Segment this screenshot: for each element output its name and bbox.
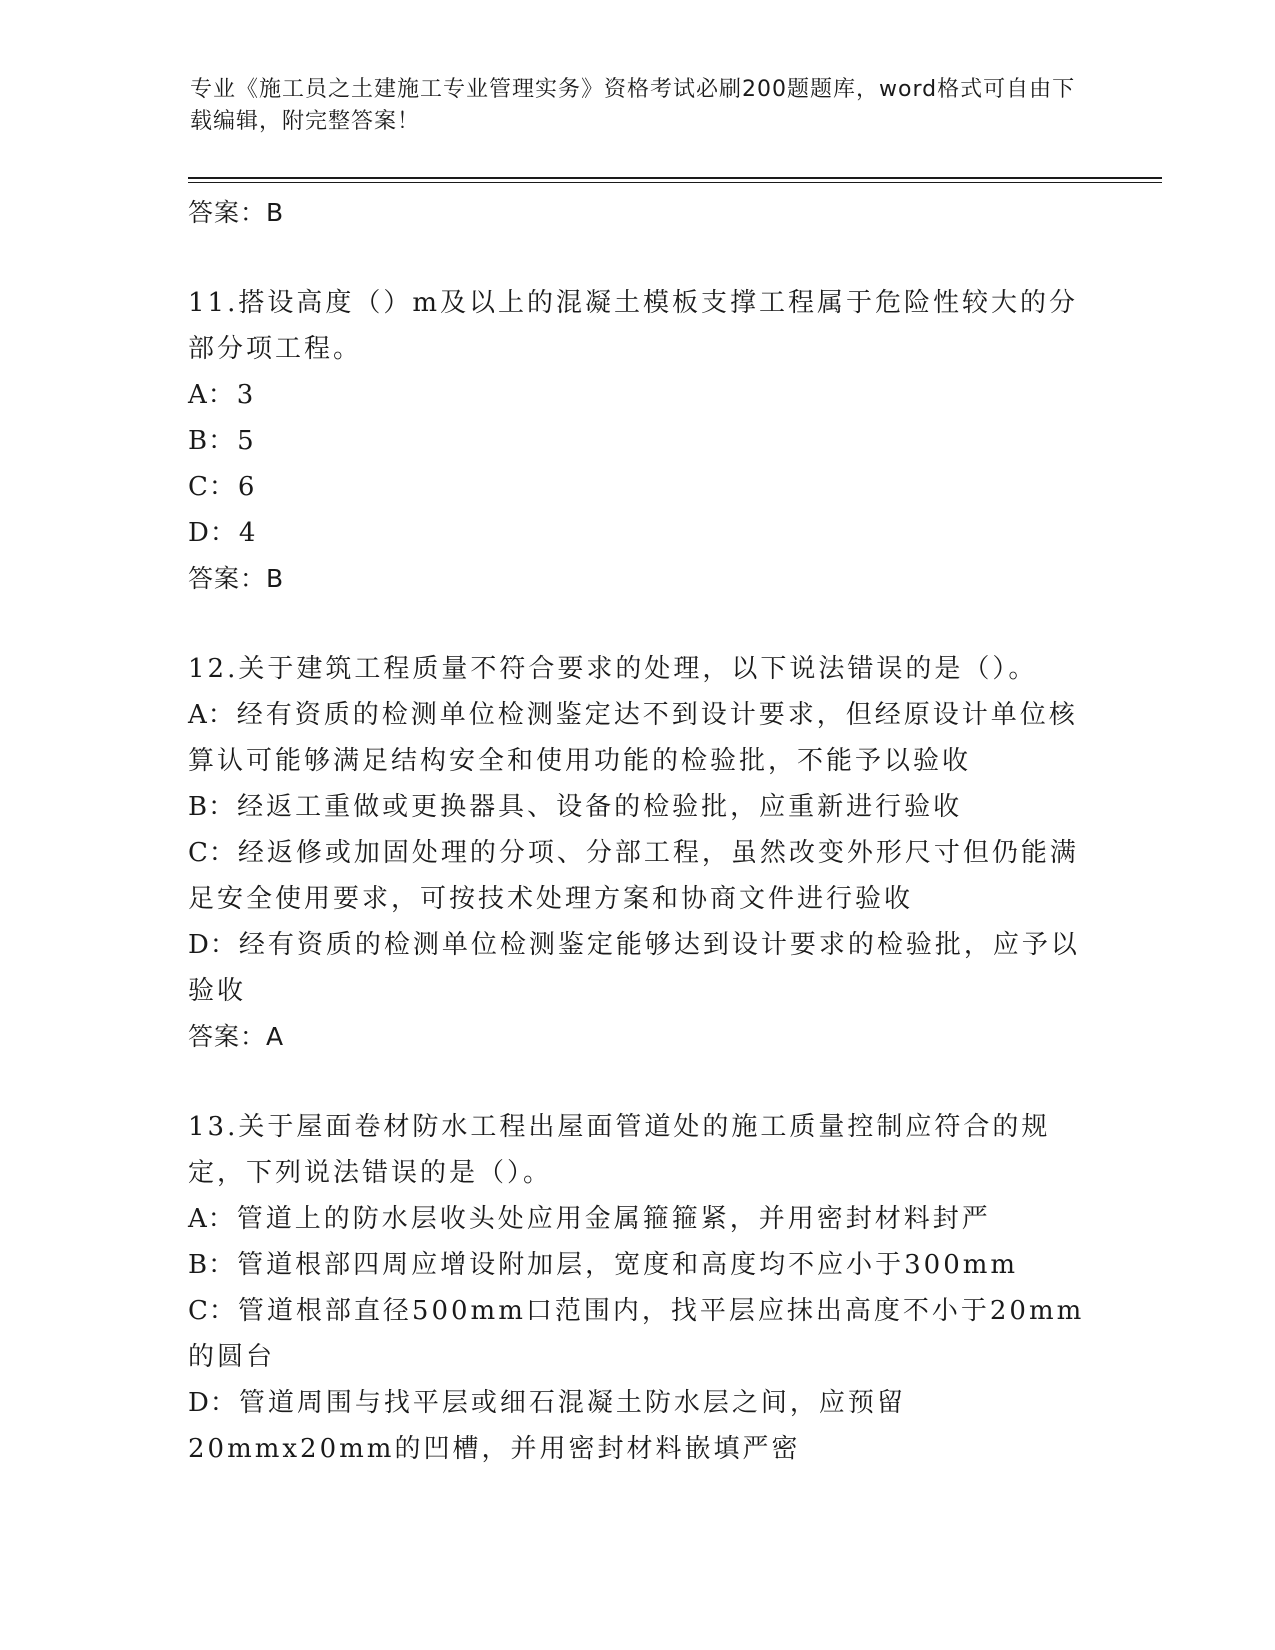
header-divider-thick xyxy=(188,177,1162,179)
option-letter: B xyxy=(188,792,209,822)
option-a: A：经有资质的检测单位检测鉴定达不到设计要求，但经原设计单位核算认可能够满足结构安全和使用功能的检验批，不能予以验收 xyxy=(188,700,1078,776)
answer: 答案：B xyxy=(188,564,285,593)
answer: 答案：A xyxy=(188,1022,285,1051)
option-letter: D xyxy=(188,518,210,548)
option-text: 管道根部直径500mm口范围内，找平层应抹出高度不小于20mm的圆台 xyxy=(188,1296,1085,1372)
option-b: B：经返工重做或更换器具、设备的检验批，应重新进行验收 xyxy=(188,792,963,822)
option-a: A：3 xyxy=(188,380,257,410)
option-c: C：经返修或加固处理的分项、分部工程，虽然改变外形尺寸但仍能满足安全使用要求，可按技术处理方案和协商文件进行验收 xyxy=(188,838,1079,914)
option-c: C：管道根部直径500mm口范围内，找平层应抹出高度不小于20mm的圆台 xyxy=(188,1296,1085,1372)
option-text: 经返修或加固处理的分项、分部工程，虽然改变外形尺寸但仍能满足安全使用要求，可按技术处理方案和协商文件进行验收 xyxy=(188,838,1079,914)
question-stem: 12.关于建筑工程质量不符合要求的处理，以下说法错误的是（）。 xyxy=(188,654,1038,684)
option-d: D：4 xyxy=(188,518,259,548)
option-b: B：5 xyxy=(188,426,257,456)
option-letter: C xyxy=(188,472,209,502)
option-text: 经有资质的检测单位检测鉴定达不到设计要求，但经原设计单位核算认可能够满足结构安全和使用功能的检验批，不能予以验收 xyxy=(188,700,1078,776)
option-letter: A xyxy=(188,700,208,730)
question-13 xyxy=(188,1104,1088,1472)
option-letter: B xyxy=(188,426,209,456)
option-letter: D xyxy=(188,930,210,960)
option-text: 管道根部四周应增设附加层，宽度和高度均不应小于300mm xyxy=(237,1250,1019,1280)
question-12 xyxy=(188,646,1088,1060)
option-letter: A xyxy=(188,1204,208,1234)
option-text: 经返工重做或更换器具、设备的检验批，应重新进行验收 xyxy=(237,792,963,822)
option-letter: B xyxy=(188,1250,209,1280)
option-c: C：6 xyxy=(188,472,258,502)
question-list xyxy=(188,190,1088,1472)
option-text: 3 xyxy=(236,380,257,410)
option-text: 4 xyxy=(238,518,259,548)
question-11 xyxy=(188,280,1088,602)
option-letter: C xyxy=(188,838,209,868)
question-stem: 13.关于屋面卷材防水工程出屋面管道处的施工质量控制应符合的规定，下列说法错误的是（）。 xyxy=(188,1112,1051,1188)
option-text: 管道上的防水层收头处应用金属箍箍紧，并用密封材料封严 xyxy=(236,1204,991,1234)
question-stem: 11.搭设高度（）m及以上的混凝土模板支撑工程属于危险性较大的分部分项工程。 xyxy=(188,288,1079,364)
option-d: D：管道周围与找平层或细石混凝土防水层之间，应预留20mmx20mm的凹槽，并用密封材料嵌填严密 xyxy=(188,1388,906,1464)
option-b: B：管道根部四周应增设附加层，宽度和高度均不应小于300mm xyxy=(188,1250,1019,1280)
option-a: A：管道上的防水层收头处应用金属箍箍紧，并用密封材料封严 xyxy=(188,1204,991,1234)
option-d: D：经有资质的检测单位检测鉴定能够达到设计要求的检验批，应予以验收 xyxy=(188,930,1080,1006)
option-text: 5 xyxy=(237,426,257,456)
header-divider-thin xyxy=(188,182,1162,183)
option-letter: D xyxy=(188,1388,210,1418)
document-header: 专业《施工员之土建施工专业管理实务》资格考试必刷200题题库，word格式可自由下载编辑，附完整答案！ xyxy=(190,77,1076,134)
option-text: 经有资质的检测单位检测鉴定能够达到设计要求的检验批，应予以验收 xyxy=(188,930,1080,1006)
option-text: 管道周围与找平层或细石混凝土防水层之间，应预留20mmx20mm的凹槽，并用密封材料嵌填严密 xyxy=(188,1388,906,1464)
previous-answer: 答案：B xyxy=(188,198,285,227)
option-text: 6 xyxy=(237,472,258,502)
option-letter: C xyxy=(188,1296,209,1326)
option-letter: A xyxy=(188,380,208,410)
